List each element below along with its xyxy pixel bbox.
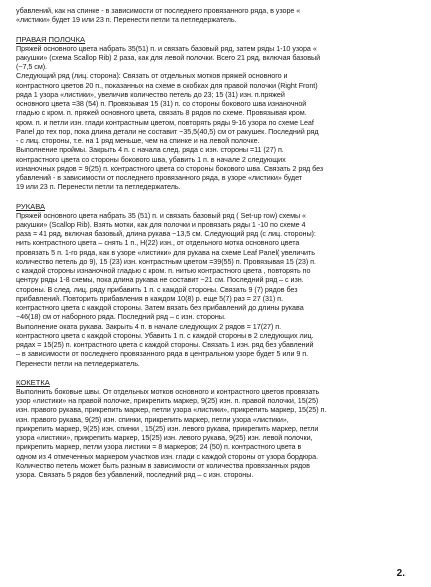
document-page <box>16 6 416 479</box>
intro-paragraph: убавлений, как на спинке - в зависимости от последнего провязанного ряда, в узоре « «листики» будет 19 или 23 п. Перенести петли та петледержатель. <box>16 6 301 25</box>
section-heading-right-front: ПРАВАЯ ПОЛОЧКА <box>16 34 86 44</box>
section-heading-sleeves: РУКАВА <box>16 201 46 211</box>
page-number: 2. <box>396 568 405 579</box>
yoke-paragraph-1: Выполнить боковые швы. От отдельных мотков основного и контрастного цветов провязать узор «листики» на правой полочке, прикрепить маркер, 9(25) изн. п. правой полочки, 15(25) изн. правого рукава, прикрепить маркер, петли узора «листики», прикрепить маркер, 15(25) п. изн. правого рукава, 9(25) изн. спинки, прикрепить маркер, петли узора «листики», прикрепить маркер, 9(25) изн. спинки , 15(25) изн. левого рукава, прикрепить маркер, петли узора «листики», прикрепить маркер, 15(25) изн. левого рукава, 9(25) изн. левой полочки, прикрепить маркер, петли узора листики = 8 маркеров; 24 (50) п. контрастного цвета в одном из 4 отмеченных маркером участков изн. глади с каждой стороны от узора бордюра. Количество петель может быть разным в зависимости от количества провязанных рядов узора. Связать 5 рядов без убавлений, последний ряд – с изн. стороны. <box>16 386 327 479</box>
section-heading-yoke: КОКЕТКА <box>16 377 50 387</box>
right-front-paragraph-1: Пряжей основного цвета набрать 35(51) п. и связать базовый ряд, затем ряды 1-10 узора « ракушки» (схема Scallop Rib) 2 раза, как для левой полочки. Всего 21 ряд, включая базовый (~7,5 см). <box>16 43 321 71</box>
sleeves-paragraph-1: Пряжей основного цвета набрать 35 (51) п. и связать базовый ряд ( Set-up row) схемы « ракушки» (Scallop Rib). Взять мотки, как для полочки и провязать ряды 1 -10 по схеме 4 раза = 41 ряд, включая базовый, длина рукава ~13,5 см. Следующий ряд (с лиц. стороны): нить контрастного цвета – снять 1 п., Н(22) изн., от отдельного мотка основного цвета провязать 5 п. 1-го ряда, как в узоре «листики» для рукава на схеме Leaf Panel( увеличить количество петель до 9), 15 (23) изн. контрастным цветом =39(55) п. Провязывая 15 (23) п. с каждой стороны изнаночной гладью с кром. п. нитью контрастного цвета , повторять по центру ряды 1-8 схемы, пока длина рукава не составит ~21 см. Последний ряд – с изн. стороны. В след. лиц. ряду прибавить 1 п. с каждой стороны. Связать 9 (7) рядов без прибавлений. Повторить прибавления в каждом 10(8) р. еще 5(7) раз = 27 (31) п. контрастного цвета с каждой стороны. Затем вязать без прибавлений до длины рукава ~46(18) см от наборного ряда. Последний ряд – с изн. стороны. <box>16 210 316 322</box>
sleeves-paragraph-2: Выполнение оката рукава. Закрыть 4 п. в начале следующих 2 рядов = 17(27) п. контрастного цвета с каждой стороны. Убавить 1 п. с каждой стороны в 2 следующих лиц. рядах = 15(25) п. контрастного цвета с каждой стороны. Связать 1 изн. ряд без убавлений – в зависимости от последнего провязанного ряда в центральном узоре будет 5 или 9 п. Перенести петли на петледержатель. <box>16 321 314 368</box>
right-front-paragraph-2: Следующий ряд (лиц. сторона): Связать от отдельных мотков пряжей основного и контрастного цветов 20 п., показанных на схеме в скобках для правой полочки (Right Front) ряда 1 узора «листики», увеличив количество петель до 23; 15 (31) изн. п.пряжей основного цвета =38 (54) п. Провязывая 15 (31) п. со стороны бокового шва изнаночной гладью с кром. п. пряжей основного цвета, связать 8 рядов по схеме. Провязывая кром. кром. п. и петли изн. глади контрастным цветом, повторять ряды 9-16 узора по схеме Leaf Panel до тех пор, пока длина детали не составит ~35,5(40,5) см от ракушек. Последний ряд - с лиц. стороны, т.е. на 1 ряд меньше, чем на спинке и на левой полочке. <box>16 71 319 145</box>
right-front-paragraph-3: Выполнение проймы. Закрыть 4 п. с начала след. ряда с изн. стороны =11 (27) п. контрастного цвета со стороны бокового шва, убавить 1 п. в начале 2 следующих изнаночных рядов = 9(25) п. контрастного цвета со стороны бокового шва. Связать 2 ряд без убавлений - в зависимости от последнего провязанного ряда, в узоре «листики» будет 19 или 23 п. Перенести петли та петледержатель. <box>16 145 324 192</box>
